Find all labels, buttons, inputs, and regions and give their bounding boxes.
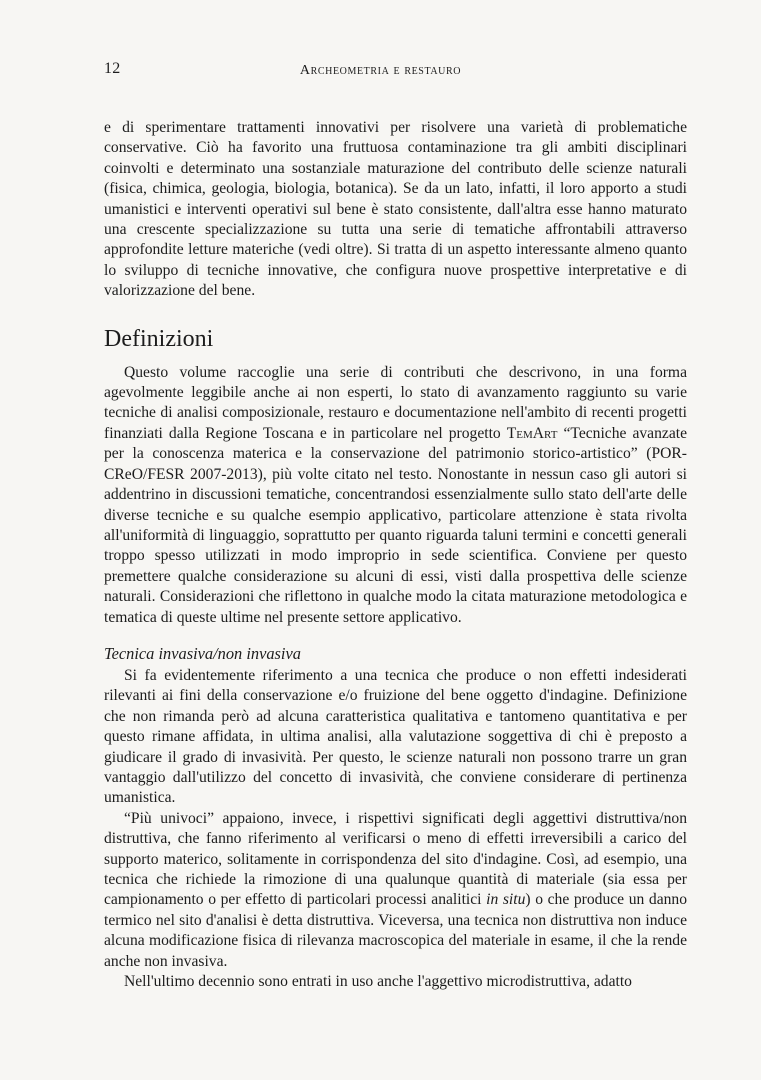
definizioni-text-start: Questo volume raccoglie una serie di contributi che descrivono, in una forma agevolmente leggibile anche ai non esperti, lo stato di avanzamento raggiunto su varie tecniche di analisi composizionale, restauro e documentazione nell'ambito di recenti progetti finanziati dalla Regione Toscana e in particolare nel progetto	[104, 363, 687, 442]
subsection-heading-tecnica: Tecnica invasiva/non invasiva	[104, 643, 301, 663]
tecnica-p2-end: ) o che produce un danno termico nel sito d'analisi è detta distruttiva. Viceversa, una tecnica non distruttiva non induce alcuna modificazione fisica di rilevanza macroscopica del materiale in esame, il che la rende anche non invasiva.	[104, 891, 688, 970]
tecnica-p2-start: “Più univoci” appaiono, invece, i rispettivi significati degli aggettivi distruttiva/non distruttiva, che fanno riferimento al verificarsi o meno di effetti irreversibili a carico del supporto materico, solitamente in corrispondenza del sito d'indagine. Così, ad esempio, una tecnica che richiede la rimozione di una qualunque quantità di materiale (sia essa per campionamento o per effetto di particolari processi analitici	[104, 809, 687, 909]
intro-paragraph: e di sperimentare trattamenti innovativi per risolvere una varietà di problematiche conservative. Ciò ha favorito una fruttuosa contaminazione tra gli ambiti disciplinari coinvolti e determinato una sostanziale maturazione del contributo delle scienze naturali (fisica, chimica, geologia, biologia, botanica). Se da un lato, infatti, il loro apporto a studi umanistici e interventi operativi sul bene è stato consistente, dall'altra esse hanno maturato una crescente specializzazione su tutta una serie di tematiche affrontabili attraverso approfondite letture materiche (vedi oltre). Si tratta di un aspetto interessante almeno quanto lo sviluppo di tecniche innovative, che configura nuove prospettive interpretative e di valorizzazione del bene.	[104, 119, 687, 300]
tecnica-paragraph-2	[104, 809, 687, 972]
tecnica-paragraph-1: Si fa evidentemente riferimento a una tecnica che produce o non effetti indesiderati rilevanti ai fini della conservazione e/o fruizione del bene oggetto d'indagine. Definizione che non rimanda però ad alcuna caratteristica qualitativa e tantomeno quantitativa e per questo rimane affidata, in ultima analisi, alla valutazione soggettiva di chi è preposto a giudicare il grado di invasività. Per questo, le scienze naturali non possono trarre un gran vantaggio dall'utilizzo del concetto di invasività, che conviene considerare di pertinenza umanistica.	[104, 666, 687, 807]
definizioni-text-end: “Tecniche avanzate per la conoscenza materica e la conservazione del patrimonio storico-artistico” (POR-CReO/FESR 2007-2013), più volte citato nel testo. Nonostante in nessun caso gli autori si addentrino in discussioni tematiche, concentrandosi essenzialmente sullo stato dell'arte delle diverse tecniche e su qualche esempio applicativo, particolare attenzione è stata rivolta all'uniformità di linguaggio, soprattutto per quanto riguarda taluni termini e concetti generali troppo spesso utilizzati in modo improprio in sede scientifica. Conviene per questo premettere qualche considerazione su alcuni di essi, visti dalla prospettiva delle scienze naturali. Considerazioni che riflettono in qualche modo la citata maturazione metodologica e tematica di queste ultime nel presente settore applicativo.	[104, 424, 687, 626]
definizioni-paragraph	[104, 363, 687, 628]
tecnica-paragraph-3: Nell'ultimo decennio sono entrati in uso anche l'aggettivo microdistruttiva, adatto	[124, 973, 632, 991]
in-situ-term: in situ	[486, 891, 526, 909]
project-name: TemArt	[506, 424, 558, 442]
page-number: 12	[104, 60, 121, 77]
page-body	[104, 118, 687, 992]
section-heading-definizioni: Definizioni	[104, 325, 214, 352]
running-head: Archeometria e restauro	[299, 63, 462, 78]
